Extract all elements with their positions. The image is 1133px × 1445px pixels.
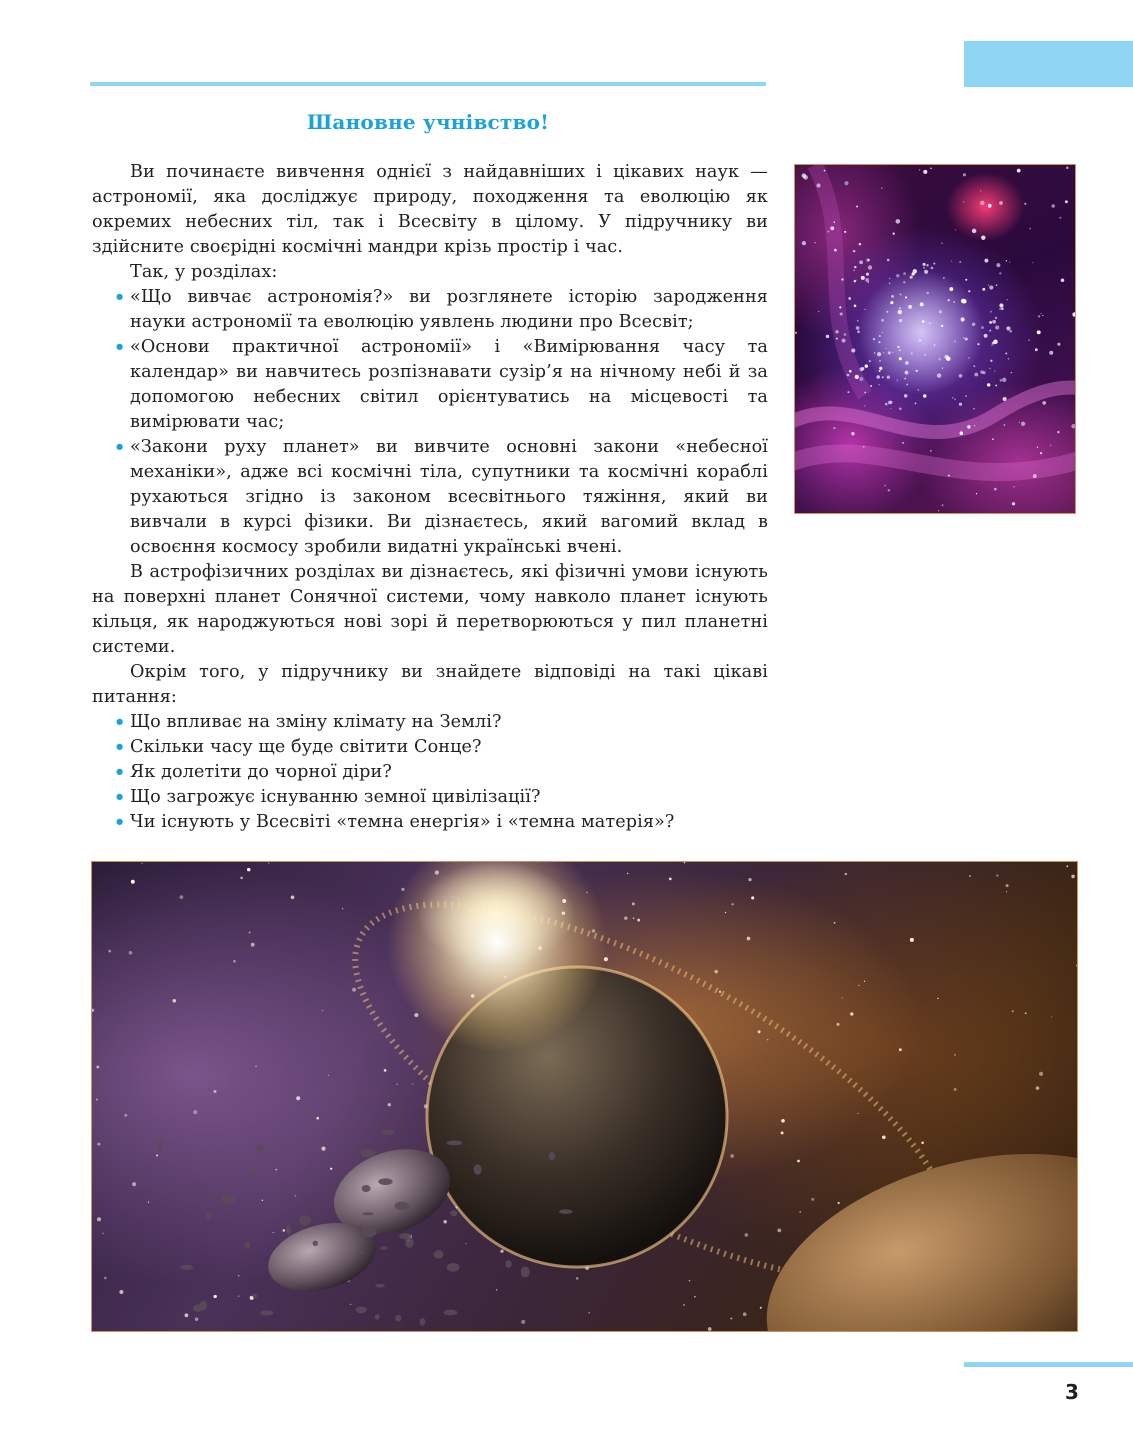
page-heading: Шановне учнівство! (306, 110, 550, 134)
intro-text (92, 160, 768, 835)
nebula-star-cluster-image (794, 164, 1076, 514)
list-item: • Чи існують у Всесвіті «темна енергія» і «темна матерія»? (130, 810, 768, 835)
list-item: • «Основи практичної астрономії» і «Вимірювання часу та календар» ви навчитесь розпізнавати сузір’я на нічному небі й за допомогою небесних світил орієнтуватись на місцевості та вимірювати час; (130, 335, 768, 435)
bottom-rule (964, 1362, 1133, 1367)
list-item: • Що загрожує існуванню земної цивілізації? (130, 785, 768, 810)
corner-tab (964, 41, 1133, 87)
sections-list (92, 285, 768, 560)
list-item: • Як долетіти до чорної діри? (130, 760, 768, 785)
page-number: 3 (1065, 1380, 1079, 1404)
list-item: • «Що вивчає астрономія?» ви розглянете історію зародження науки астрономії та еволюцію уявлень людини про Всесвіт; (130, 285, 768, 335)
questions-lead: Окрім того, у підручнику ви знайдете відповіді на такі цікаві питання: (92, 662, 768, 707)
list-item: • «Закони руху планет» ви вивчите основні закони «небесної механіки», адже всі космічні тіла, супутники та космічні кораблі рухаються згідно із законом всесвітнього тяжіння, який ви вивчали в курсі фізики. Ви дізнаєтесь, який вагомий вклад в освоєння космосу зробили видатні українські вчені. (130, 435, 768, 560)
astrophysics-paragraph: В астрофізичних розділах ви дізнаєтесь, які фізичні умови існують на поверхні планет Сонячної системи, чому навколо планет існують кільця, як народжуються нові зорі й перетворюються у пил планетні системи. (92, 562, 768, 657)
planet-scene (92, 862, 1078, 1332)
list-item: • Що впливає на зміну клімату на Землі? (130, 710, 768, 735)
questions-list (92, 710, 768, 835)
planet-space-scene-image (91, 861, 1078, 1332)
intro-paragraph: Ви починаєте вивчення однієї з найдавніших і цікавих наук — астрономії, яка досліджує природу, походження та еволюцію як окремих небесних тіл, так і Всесвіту в цілому. У підручнику ви здійсните своєрідні космічні мандри крізь простір і час. (92, 162, 768, 257)
nebula-stars (795, 165, 1076, 514)
top-rule (90, 82, 766, 86)
list-item: • Скільки часу ще буде світити Сонце? (130, 735, 768, 760)
sections-lead: Так, у розділах: (130, 262, 278, 282)
